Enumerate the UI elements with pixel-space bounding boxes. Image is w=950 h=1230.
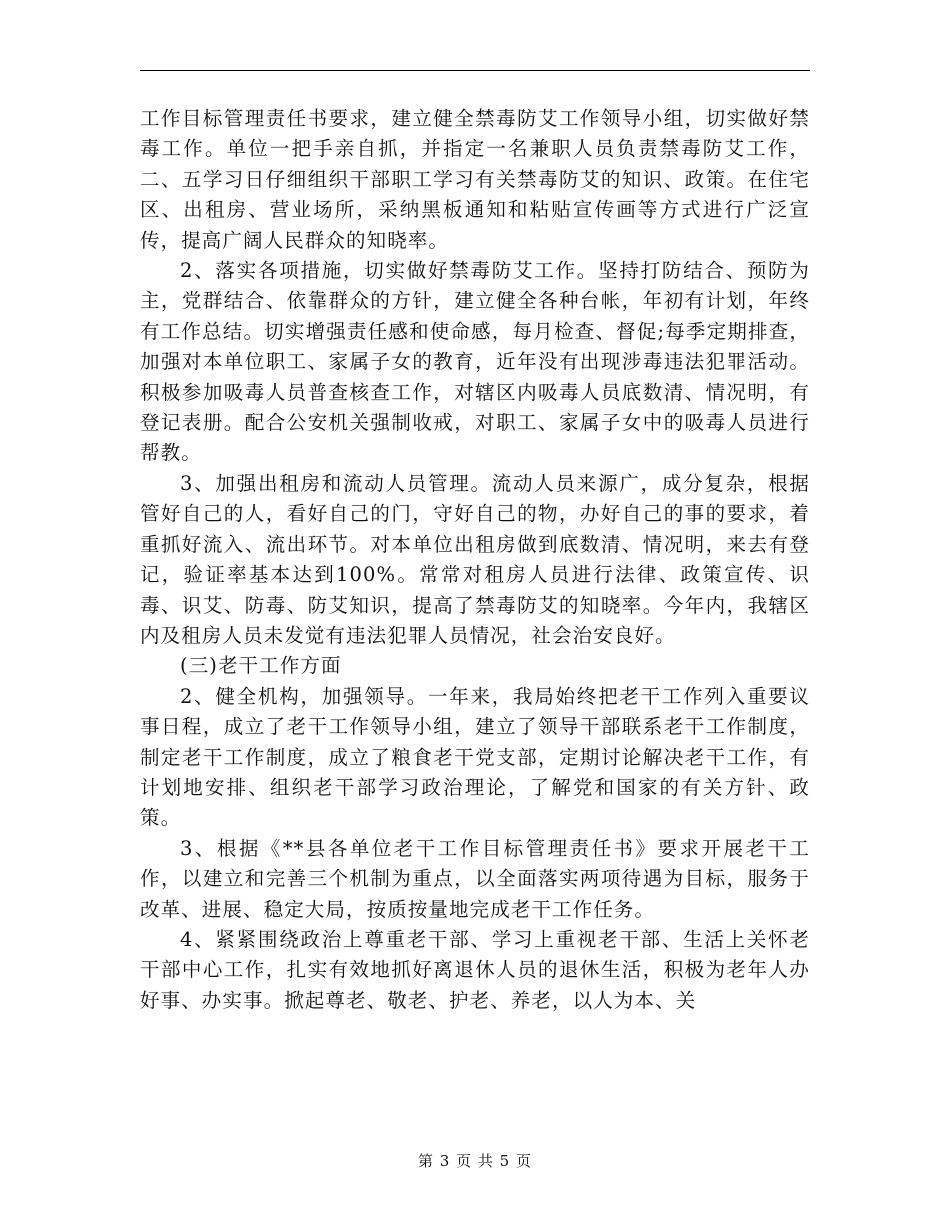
section-heading-retired-cadres: (三)老干工作方面 bbox=[180, 654, 342, 678]
paragraph-item-2-drug-measures: 2、落实各项措施，切实做好禁毒防艾工作。坚持打防结合、预防为主，党群结合、依靠群众的方针，建立健全各种台帐，年初有计划，年终有工作总结。切实增强责任感和使命感，每月检查、督促;每季定期排查，加强对本单位职工、家属子女的教育，近年没有出现涉毒违法犯罪活动。积极参加吸毒人员普查核查工作，对辖区内吸毒人员底数清、情况明，有登记表册。配合公安机关强制收戒，对职工、家属子女中的吸毒人员进行帮教。 bbox=[140, 259, 810, 465]
paragraph-item-3-rental-management: 3、加强出租房和流动人员管理。流动人员来源广，成分复杂，根据管好自己的人，看好自己的门，守好自己的物，办好自己的事的要求，着重抓好流入、流出环节。对本单位出租房做到底数清、情况明，来去有登记，验证率基本达到100%。常常对租房人员进行法律、政策宣传、识毒、识艾、防毒、防艾知识，提高了禁毒防艾的知晓率。今年内，我辖区内及租房人员未发觉有违法犯罪人员情况，社会治安良好。 bbox=[140, 471, 810, 647]
header-rule bbox=[140, 70, 810, 71]
body-text bbox=[140, 104, 810, 1016]
paragraph-item-4-care: 4、紧紧围绕政治上尊重老干部、学习上重视老干部、生活上关怀老干部中心工作，扎实有效地抓好离退休人员的退休生活，积极为老年人办好事、办实事。掀起尊老、敬老、护老、养老，以人为本、关 bbox=[140, 927, 810, 1012]
paragraph-item-3-responsibility: 3、根据《**县各单位老干工作目标管理责任书》要求开展老干工作，以建立和完善三个机制为重点，以全面落实两项待遇为目标，服务于改革、进展、稳定大局，按质按量地完成老干工作任务。 bbox=[140, 836, 810, 921]
page-footer: 第 3 页 共 5 页 bbox=[418, 1152, 532, 1170]
paragraph-continuation: 工作目标管理责任书要求，建立健全禁毒防艾工作领导小组，切实做好禁毒工作。单位一把手亲自抓，并指定一名兼职人员负责禁毒防艾工作，二、五学习日仔细组织干部职工学习有关禁毒防艾的知识、政策。在住宅区、出租房、营业场所，采纳黑板通知和粘贴宣传画等方式进行广泛宣传，提高广阔人民群众的知晓率。 bbox=[140, 107, 810, 252]
paragraph-item-2-organization: 2、健全机构，加强领导。一年来，我局始终把老干工作列入重要议事日程，成立了老干工作领导小组，建立了领导干部联系老干工作制度，制定老干工作制度，成立了粮食老干党支部，定期讨论解决老干工作，有计划地安排、组织老干部学习政治理论，了解党和国家的有关方针、政策。 bbox=[140, 684, 810, 830]
